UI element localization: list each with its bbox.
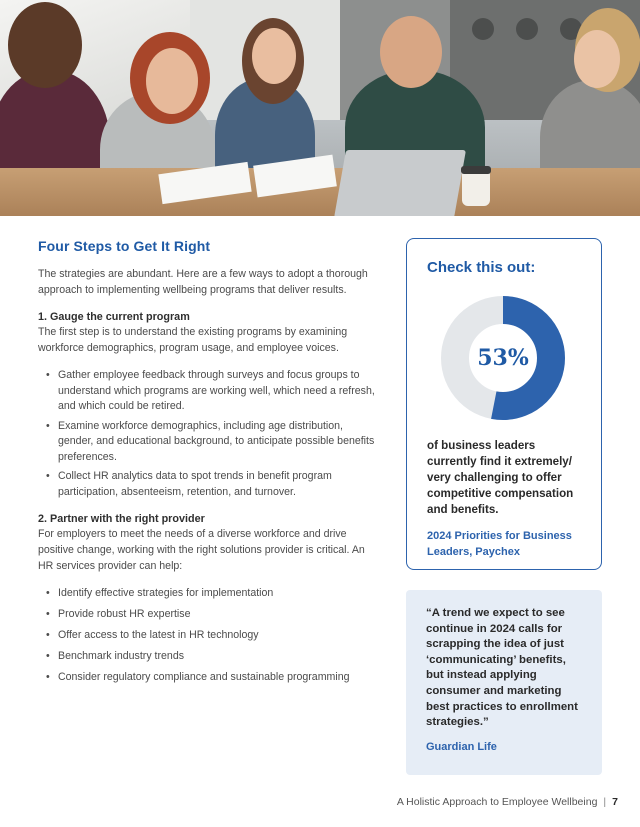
list-item — [46, 586, 378, 602]
donut-percent-label: 53% — [477, 345, 529, 371]
bullet-icon: • — [46, 369, 50, 381]
hero-person-face — [146, 48, 198, 114]
bullet-icon: • — [46, 419, 50, 432]
list-item-text: Consider regulatory compliance and sustainable programming — [58, 671, 350, 683]
hero-laptop — [334, 150, 466, 216]
stat-callout-card — [406, 238, 602, 570]
hero-acoustic-panel — [516, 18, 538, 40]
step-1-body: The first step is to understand the existing programs by examining workforce demographics, program usage, and employee voices. — [38, 326, 348, 354]
intro-paragraph: The strategies are abundant. Here are a few ways to adopt a thorough approach to implementing wellbeing programs that deliver results. — [38, 268, 368, 296]
bullet-icon: • — [46, 629, 50, 641]
list-item — [46, 628, 378, 644]
list-item-text: Identify effective strategies for implementation — [58, 587, 274, 599]
list-item-text: Provide robust HR expertise — [58, 608, 191, 620]
main-column — [38, 238, 378, 691]
quote-text: “A trend we expect to see continue in 2024 calls for scrapping the idea of just ‘communicating’ benefits, but instead applying consumer and marketing best practices to enrollment strategies.” — [426, 607, 578, 729]
section-title: Four Steps to Get It Right — [38, 238, 211, 254]
bullet-icon: • — [46, 608, 50, 620]
hero-person-head — [380, 16, 442, 88]
list-item — [46, 607, 378, 623]
step-2-bullet-list — [46, 586, 378, 686]
page-number: 7 — [612, 796, 618, 808]
list-item — [46, 670, 378, 686]
bullet-icon: • — [46, 671, 50, 683]
bullet-icon: • — [46, 587, 50, 599]
list-item — [46, 469, 378, 500]
stat-source: 2024 Priorities for Business Leaders, Paychex — [427, 530, 572, 558]
step-1-heading: 1. Gauge the current program — [38, 311, 190, 323]
quote-card — [406, 590, 602, 775]
stat-donut — [439, 294, 567, 422]
hero-person-head — [8, 2, 82, 88]
step-1-bullet-list — [46, 368, 378, 500]
footer-separator: | — [603, 796, 607, 808]
stat-description: of business leaders currently find it extremely/ very challenging to offer competitive compensation and benefits. — [427, 439, 574, 516]
footer-title: A Holistic Approach to Employee Wellbeing — [396, 796, 598, 808]
step-2-heading: 2. Partner with the right provider — [38, 513, 205, 525]
list-item — [46, 419, 378, 466]
quote-source: Guardian Life — [426, 740, 497, 753]
list-item-text: Gather employee feedback through surveys and focus groups to understand which programs are working well, which need a refresh, and which could be retired. — [58, 369, 375, 412]
hero-acoustic-panel — [472, 18, 494, 40]
hero-person-face — [574, 30, 620, 88]
list-item-text: Benchmark industry trends — [58, 650, 185, 662]
step-2-body: For employers to meet the needs of a diverse workforce and drive positive change, working with the right solutions provider is critical. An HR services provider can help: — [38, 528, 365, 572]
list-item-text: Examine workforce demographics, including age distribution, gender, and educational background, to anticipate possible benefits preferences. — [58, 419, 375, 463]
list-item — [46, 368, 378, 415]
hero-person-face — [252, 28, 296, 84]
bullet-icon: • — [46, 650, 50, 662]
list-item — [46, 649, 378, 665]
list-item-text: Offer access to the latest in HR technology — [58, 629, 259, 641]
hero-coffee-cup — [462, 170, 490, 206]
page-footer — [397, 796, 618, 808]
bullet-icon: • — [46, 470, 50, 482]
stat-card-heading: Check this out: — [427, 259, 536, 276]
list-item-text: Collect HR analytics data to spot trends in benefit program participation, absenteeism, retention, and turnover. — [58, 470, 332, 498]
hero-photo — [0, 0, 640, 216]
